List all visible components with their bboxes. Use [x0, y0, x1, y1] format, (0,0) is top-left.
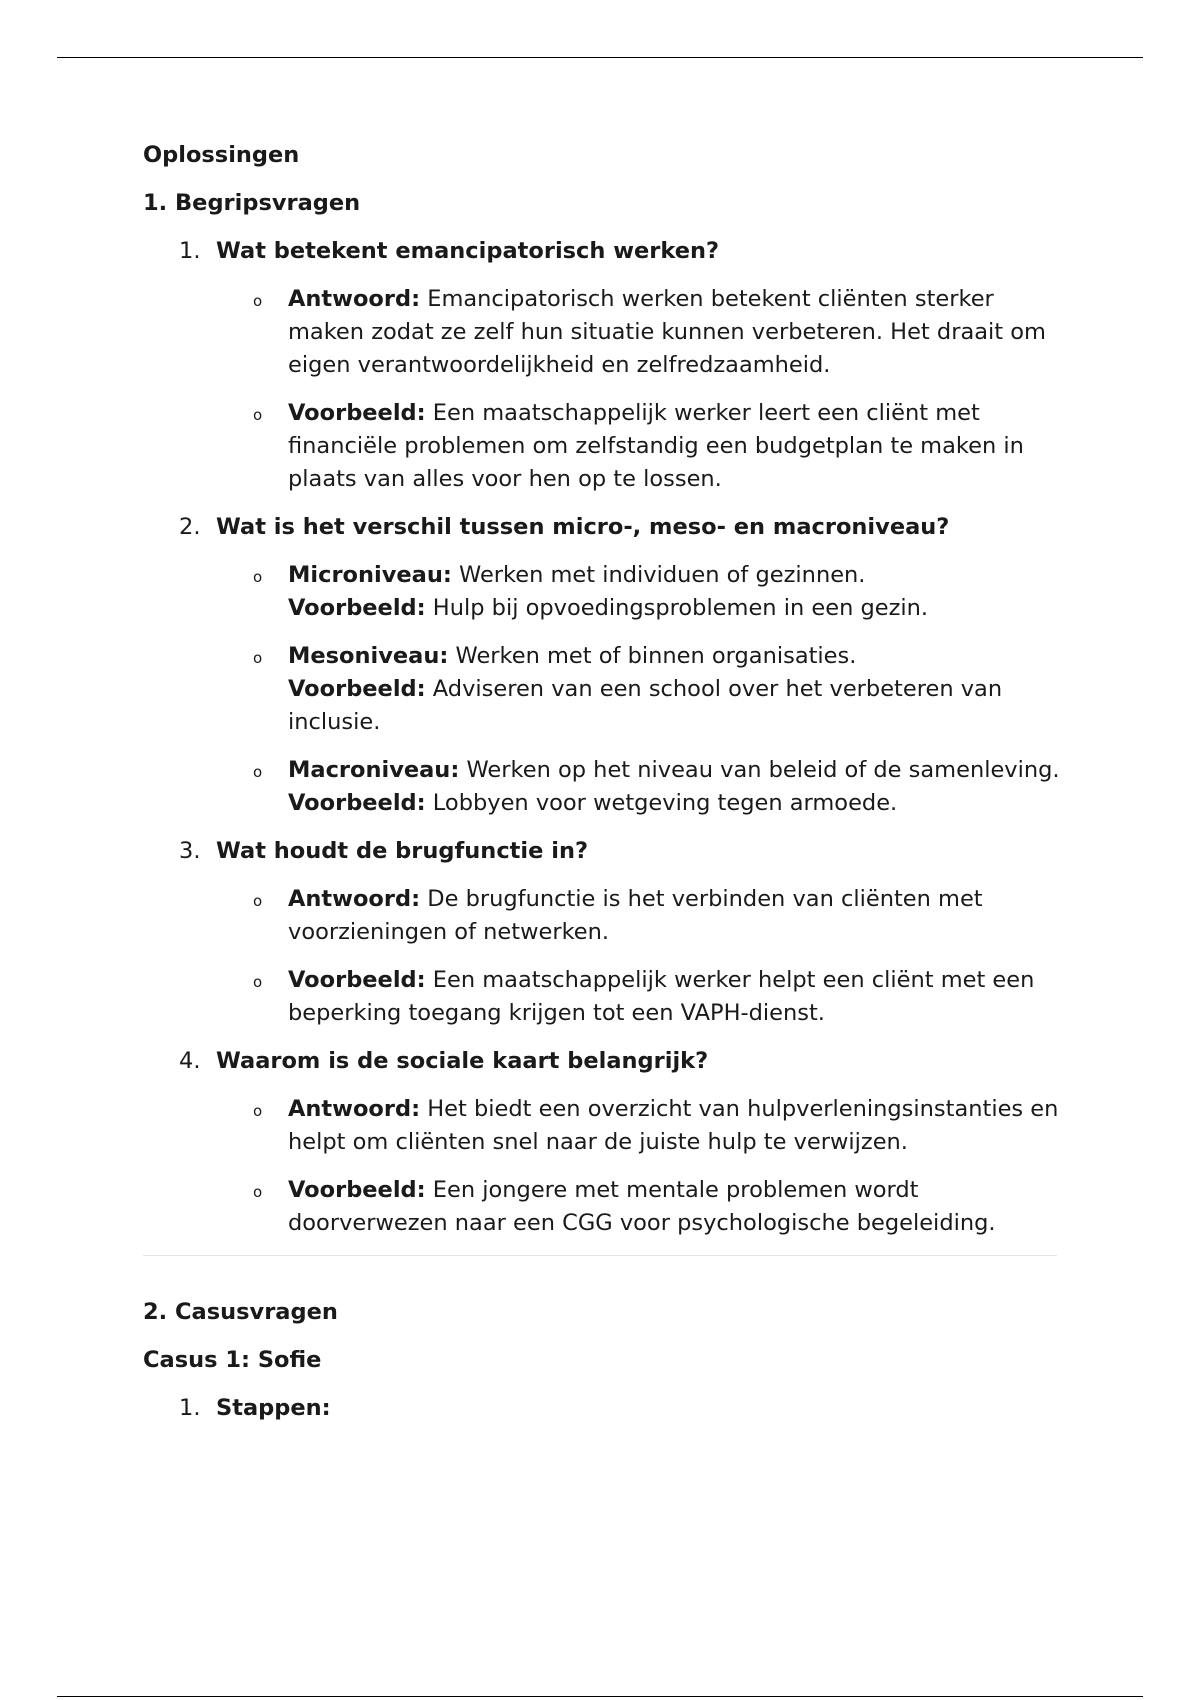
- question-4: [143, 1045, 1063, 1078]
- section-divider: [143, 1255, 1057, 1256]
- level-body: Werken op het niveau van beleid of de samenleving.: [459, 757, 1060, 783]
- level-body: Werken met of binnen organisaties.: [448, 643, 857, 669]
- answer-label: Antwoord:: [288, 286, 421, 312]
- question-3: [143, 835, 1063, 868]
- level-text: [288, 559, 1063, 625]
- list-item: [143, 1174, 1063, 1240]
- document-title: Oplossingen: [143, 142, 300, 168]
- question-1: [143, 235, 1063, 268]
- case-heading: Casus 1: Sofie: [143, 1347, 322, 1373]
- example-body: Een jongere met mentale problemen wordt doorverwezen naar een CGG voor psychologische begeleiding.: [288, 1177, 996, 1236]
- question-text: Waarom is de sociale kaart belangrijk?: [216, 1048, 709, 1074]
- example-label: Voorbeeld:: [288, 790, 426, 816]
- question-number: 2.: [179, 514, 201, 540]
- list-item: [143, 640, 1063, 739]
- question-text: Wat is het verschil tussen micro-, meso- en macroniveau?: [216, 514, 950, 540]
- level-label: Macroniveau:: [288, 757, 460, 783]
- example-body: Adviseren van een school over het verbeteren van inclusie.: [288, 676, 1003, 735]
- answer-text: [288, 1093, 1063, 1159]
- list-item: [143, 883, 1063, 949]
- example-label: Voorbeeld:: [288, 595, 426, 621]
- bullet-icon: o: [253, 892, 263, 910]
- case-question-1: [143, 1392, 1063, 1425]
- question-number: 4.: [179, 1048, 201, 1074]
- question-number: 3.: [179, 838, 201, 864]
- question-2: [143, 511, 1063, 544]
- answer-text: [288, 883, 1063, 949]
- list-item: [143, 397, 1063, 496]
- example-label: Voorbeeld:: [288, 1177, 426, 1203]
- bullet-icon: o: [253, 973, 263, 991]
- section-heading-begripsvragen: 1. Begripsvragen: [143, 190, 361, 216]
- question-text: Wat houdt de brugfunctie in?: [216, 838, 589, 864]
- question-number: 1.: [179, 1395, 201, 1421]
- list-item: [143, 559, 1063, 625]
- bullet-icon: o: [253, 406, 263, 424]
- answer-body: De brugfunctie is het verbinden van cliënten met voorzieningen of netwerken.: [288, 886, 983, 945]
- answer-label: Antwoord:: [288, 1096, 421, 1122]
- bottom-rule: [57, 1696, 1143, 1697]
- example-text: [288, 397, 1063, 496]
- level-label: Mesoniveau:: [288, 643, 449, 669]
- list-item: [143, 1093, 1063, 1159]
- list-item: [143, 964, 1063, 1030]
- example-body: Een maatschappelijk werker leert een cliënt met financiële problemen om zelfstandig een budgetplan te maken in plaats van alles voor hen op te lossen.: [288, 400, 1024, 492]
- answer-body: Het biedt een overzicht van hulpverleningsinstanties en helpt om cliënten snel naar de juiste hulp te verwijzen.: [288, 1096, 1059, 1155]
- example-label: Voorbeeld:: [288, 967, 426, 993]
- example-body: Hulp bij opvoedingsproblemen in een gezin.: [425, 595, 929, 621]
- top-rule: [57, 57, 1143, 58]
- level-body: Werken met individuen of gezinnen.: [451, 562, 866, 588]
- bullet-icon: o: [253, 1183, 263, 1201]
- bullet-icon: o: [253, 763, 263, 781]
- question-text: Wat betekent emancipatorisch werken?: [216, 238, 720, 264]
- bullet-icon: o: [253, 292, 263, 310]
- list-item: [143, 754, 1063, 820]
- example-body: Lobbyen voor wetgeving tegen armoede.: [425, 790, 898, 816]
- section-heading-casusvragen: 2. Casusvragen: [143, 1299, 338, 1325]
- question-number: 1.: [179, 238, 201, 264]
- bullet-icon: o: [253, 568, 263, 586]
- example-label: Voorbeeld:: [288, 400, 426, 426]
- answer-text: [288, 283, 1063, 382]
- bullet-icon: o: [253, 1102, 263, 1120]
- level-text: [288, 640, 1063, 739]
- list-item: [143, 283, 1063, 382]
- question-text: Stappen:: [216, 1395, 331, 1421]
- example-text: [288, 1174, 1063, 1240]
- document-body: [143, 139, 1063, 1440]
- answer-body: Emancipatorisch werken betekent cliënten sterker maken zodat ze zelf hun situatie kunnen verbeteren. Het draait om eigen verantwoordelijkheid en zelfredzaamheid.: [288, 286, 1046, 378]
- level-text: [288, 754, 1063, 820]
- example-text: [288, 964, 1063, 1030]
- example-body: Een maatschappelijk werker helpt een cliënt met een beperking toegang krijgen tot een VAPH-dienst.: [288, 967, 1035, 1026]
- bullet-icon: o: [253, 649, 263, 667]
- answer-label: Antwoord:: [288, 886, 421, 912]
- level-label: Microniveau:: [288, 562, 452, 588]
- example-label: Voorbeeld:: [288, 676, 426, 702]
